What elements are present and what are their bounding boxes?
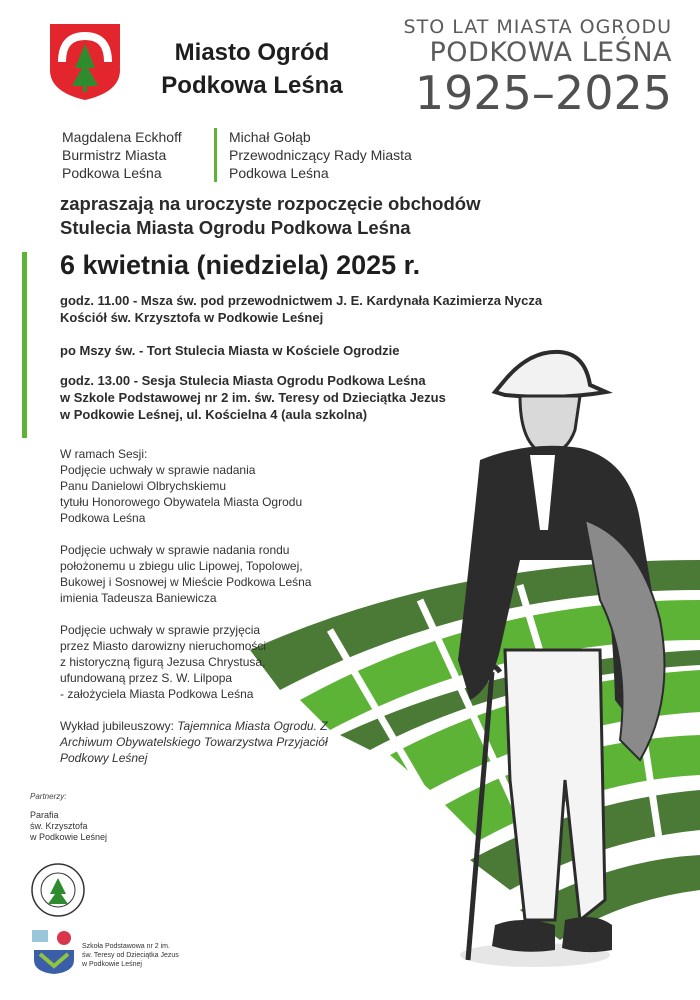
event-mass [60, 292, 542, 326]
invitation-line2: Stulecia Miasta Ogrodu Podkowa Leśna [60, 217, 411, 238]
tpp-society-logo-icon [30, 862, 86, 918]
event-cake [60, 342, 400, 359]
session-agenda [60, 446, 370, 782]
lecture-prefix: Wykład jubileuszowy: [60, 719, 178, 733]
event-line: godz. 13.00 - Sesja Stulecia Miasta Ogrodu Podkowa Leśna [60, 373, 426, 388]
city-coat-of-arms-icon [48, 22, 122, 102]
event-line: po Mszy św. - Tort Stulecia Miasta w Kościele Ogrodzie [60, 343, 400, 358]
host-name: Michał Gołąb [229, 129, 311, 145]
anniversary-line2: PODKOWA LEŚNA [429, 37, 672, 68]
school-logo-icon [28, 926, 80, 976]
host-role: Przewodniczący Rady Miasta [229, 147, 412, 163]
city-name-line1: Miasto Ogród [174, 39, 330, 66]
event-line: w Podkowie Leśnej, ul. Kościelna 4 (aula szkolna) [60, 407, 368, 422]
host-council-chair [229, 128, 412, 182]
event-session [60, 372, 446, 423]
anniversary-years: 1925–2025 [414, 66, 672, 120]
partner-parish: Parafia św. Krzysztofa w Podkowie Leśnej [30, 810, 108, 842]
city-name-line2: Podkowa Leśna [161, 72, 343, 99]
anniversary-title [404, 16, 672, 118]
event-line: godz. 11.00 - Msza św. pod przewodnictwem J. E. Kardynała Kazimierza Nycza [60, 293, 543, 308]
host-role: Burmistrz Miasta [62, 147, 167, 163]
date-accent-bar [22, 252, 27, 438]
invitation-text [60, 192, 480, 240]
host-name: Magdalena Eckhoff [62, 129, 182, 145]
session-item-lecture [60, 718, 370, 766]
partner-school: Szkoła Podstawowa nr 2 im. św. Teresy od Dzieciątka Jezus w Podkowie Leśnej [82, 943, 179, 968]
event-date: 6 kwietnia (niedziela) 2025 r. [60, 250, 421, 280]
event-line: w Szkole Podstawowej nr 2 im. św. Teresy od Dzieciątka Jezus [60, 390, 446, 405]
session-item-roundabout: Podjęcie uchwały w sprawie nadania rondu położonemu u zbiegu ulic Lipowej, Topolowej, Bukowej i Sosnowej w Mieście Podkowa Leśna imienia Tadeusza Baniewicza [60, 543, 312, 605]
event-line: Kościół św. Krzysztofa w Podkowie Leśnej [60, 310, 324, 325]
session-item-donation: Podjęcie uchwały w sprawie przyjęcia przez Miasto darowizny nieruchomości z historyczną figurą Jezusa Chrystusa, ufundowaną przez S. W. Lilpopa - założyciela Miasta Podkowa Leśna [60, 623, 267, 701]
host-place: Podkowa Leśna [229, 165, 329, 181]
anniversary-line1: STO LAT MIASTA OGRODU [403, 16, 672, 38]
partners-label: Partnerzy: [30, 792, 67, 801]
lecture-title: Tajemnica Miasta Ogrodu. Z Archiwum Obywatelskiego Towarzystwa Przyjaciół Podkowy Leśnej [60, 719, 328, 765]
city-name [148, 36, 356, 102]
host-mayor [62, 128, 182, 182]
session-item-honorary-citizen: W ramach Sesji: Podjęcie uchwały w sprawie nadania Panu Danielowi Olbrychskiemu tytułu Honorowego Obywatela Miasta Ogrodu Podkowa Leśna [60, 447, 303, 525]
host-divider [214, 128, 217, 182]
invitation-line1: zapraszają na uroczyste rozpoczęcie obchodów [60, 193, 481, 214]
host-place: Podkowa Leśna [62, 165, 162, 181]
